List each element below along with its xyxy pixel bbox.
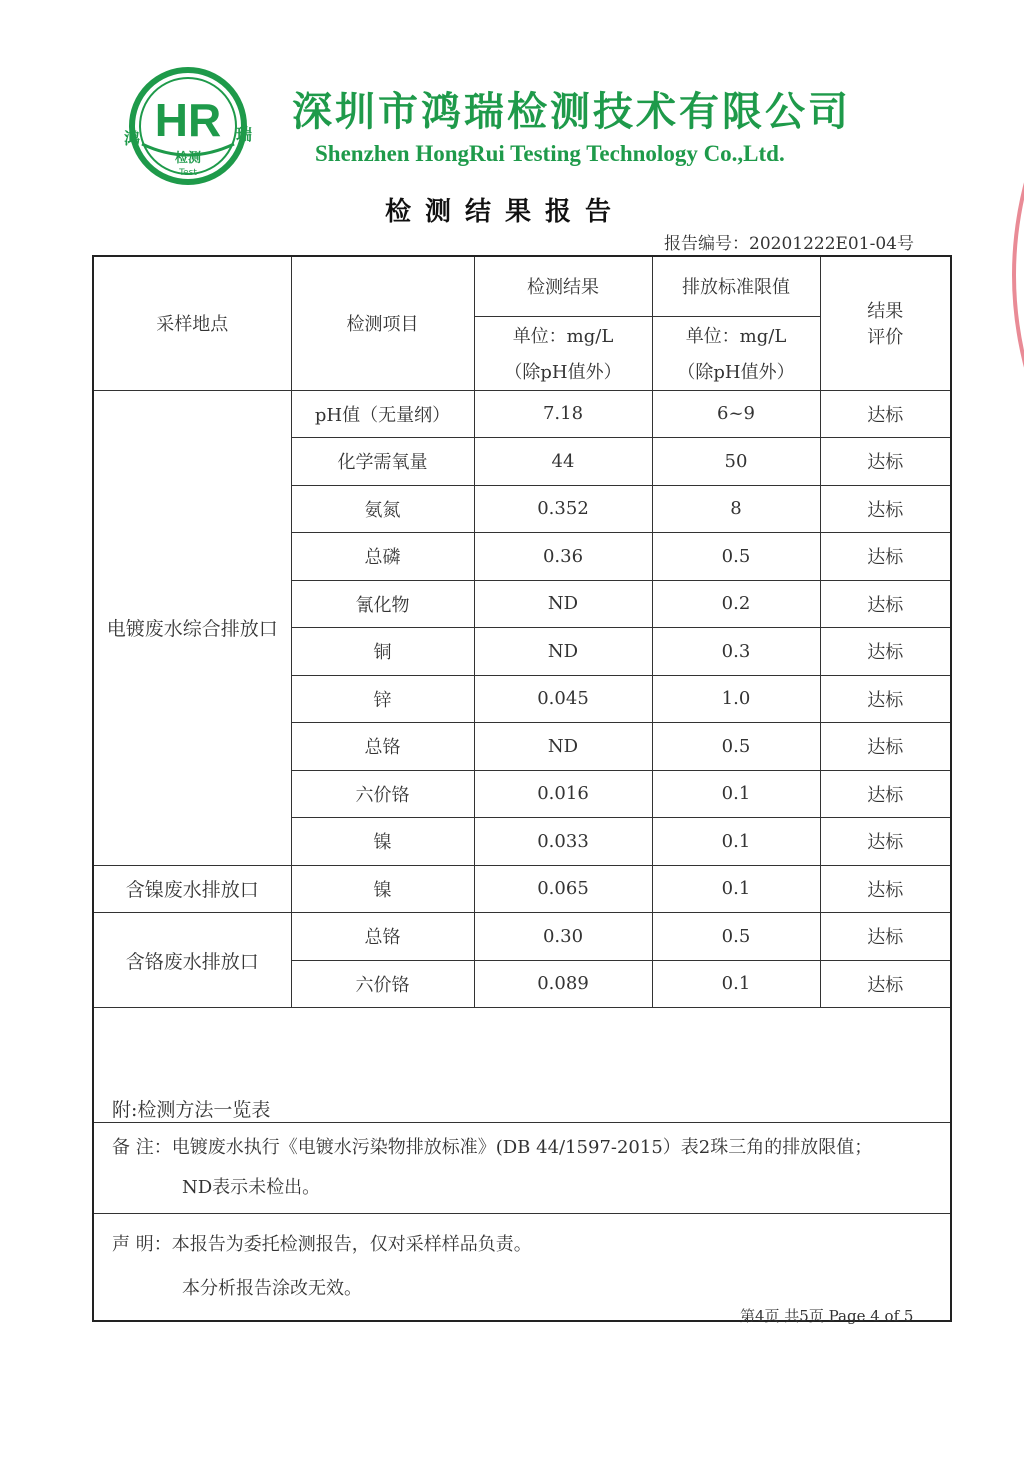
eval-cell: 达标 (820, 533, 951, 581)
item-cell: 镍 (291, 818, 474, 866)
eval-cell: 达标 (820, 675, 951, 723)
item-cell: 六价铬 (291, 770, 474, 818)
location-cell: 含镍废水排放口 (93, 865, 291, 913)
eval-cell: 达标 (820, 960, 951, 1008)
result-cell: 0.36 (474, 533, 652, 581)
logo-text: HR (154, 94, 222, 146)
header-location: 采样地点 (93, 256, 291, 390)
report-number: 报告编号：20201222E01-04号 (664, 234, 914, 254)
limit-unit: 单位：mg/L (685, 326, 787, 347)
result-cell: 0.045 (474, 675, 652, 723)
result-cell: ND (474, 580, 652, 628)
header-result-unit (474, 316, 652, 390)
remarks-line1: 备 注：电镀废水执行《电镀水污染物排放标准》(DB 44/1597-2015）表2珠三角的排放限值； (112, 1137, 873, 1158)
result-cell: 0.016 (474, 770, 652, 818)
limit-cell: 0.1 (652, 770, 820, 818)
result-cell: 44 (474, 438, 652, 486)
eval-cell: 达标 (820, 390, 951, 438)
location-cell: 电镀废水综合排放口 (93, 390, 291, 865)
result-cell: 0.089 (474, 960, 652, 1008)
company-name-en: Shenzhen HongRui Testing Technology Co.,Ltd. (315, 141, 785, 166)
remarks (93, 1123, 951, 1214)
limit-cell: 0.5 (652, 913, 820, 961)
item-cell: 镍 (291, 865, 474, 913)
item-cell: 化学需氧量 (291, 438, 474, 486)
location-cell: 含铬废水排放口 (93, 913, 291, 1008)
limit-unit-note: （除pH值外） (677, 362, 795, 383)
page-number: 第4页 共5页 Page 4 of 5 (740, 1307, 914, 1325)
result-cell: 7.18 (474, 390, 652, 438)
eval-cell: 达标 (820, 818, 951, 866)
eval-cell: 达标 (820, 438, 951, 486)
header-limit-unit (652, 316, 820, 390)
limit-cell: 0.1 (652, 818, 820, 866)
item-cell: 总磷 (291, 533, 474, 581)
limit-cell: 0.1 (652, 960, 820, 1008)
item-cell: 氰化物 (291, 580, 474, 628)
result-unit: 单位：mg/L (512, 326, 614, 347)
eval-cell: 达标 (820, 485, 951, 533)
limit-cell: 0.3 (652, 628, 820, 676)
header-limit: 排放标准限值 (652, 256, 820, 316)
result-cell: 0.352 (474, 485, 652, 533)
logo-side-right: 瑞 (236, 125, 253, 144)
eval-cell: 达标 (820, 580, 951, 628)
header-result: 检测结果 (474, 256, 652, 316)
seal-stamp-fragment (998, 175, 1024, 375)
item-cell: 氨氮 (291, 485, 474, 533)
limit-cell: 6~9 (652, 390, 820, 438)
result-cell: 0.033 (474, 818, 652, 866)
logo-sub-cn: 检测 (174, 151, 202, 166)
result-unit-note: （除pH值外） (504, 362, 622, 383)
limit-cell: 0.5 (652, 723, 820, 771)
result-cell: 0.065 (474, 865, 652, 913)
item-cell: 总铬 (291, 723, 474, 771)
company-name-cn: 深圳市鸿瑞检测技术有限公司 (292, 88, 851, 135)
header-evaluation-line1: 结果 (867, 301, 904, 323)
header-evaluation (820, 256, 951, 390)
statement-line2: 本分析报告涂改无效。 (182, 1278, 362, 1299)
report-title: 检测结果报告 (385, 197, 626, 227)
eval-cell: 达标 (820, 628, 951, 676)
limit-cell: 8 (652, 485, 820, 533)
item-cell: 总铬 (291, 913, 474, 961)
header-evaluation-line2: 评价 (867, 327, 904, 349)
eval-cell: 达标 (820, 913, 951, 961)
logo-sub-en: Test (179, 168, 197, 178)
limit-cell: 0.5 (652, 533, 820, 581)
results-table (92, 255, 952, 1322)
eval-cell: 达标 (820, 723, 951, 771)
item-cell: 锌 (291, 675, 474, 723)
item-cell: 铜 (291, 628, 474, 676)
result-cell: ND (474, 628, 652, 676)
statement-line1: 声 明：本报告为委托检测报告，仅对采样样品负责。 (112, 1234, 532, 1255)
blank-area (93, 1008, 951, 1089)
limit-cell: 1.0 (652, 675, 820, 723)
header-item: 检测项目 (291, 256, 474, 390)
limit-cell: 50 (652, 438, 820, 486)
item-cell: pH值（无量纲） (291, 390, 474, 438)
remarks-line2: ND表示未检出。 (182, 1177, 321, 1198)
eval-cell: 达标 (820, 770, 951, 818)
limit-cell: 0.2 (652, 580, 820, 628)
eval-cell: 达标 (820, 865, 951, 913)
attachment-line: 附:检测方法一览表 (93, 1088, 951, 1123)
result-cell: ND (474, 723, 652, 771)
logo-side-left: 鸿 (124, 129, 141, 148)
limit-cell: 0.1 (652, 865, 820, 913)
result-cell: 0.30 (474, 913, 652, 961)
item-cell: 六价铬 (291, 960, 474, 1008)
company-logo (118, 66, 258, 190)
